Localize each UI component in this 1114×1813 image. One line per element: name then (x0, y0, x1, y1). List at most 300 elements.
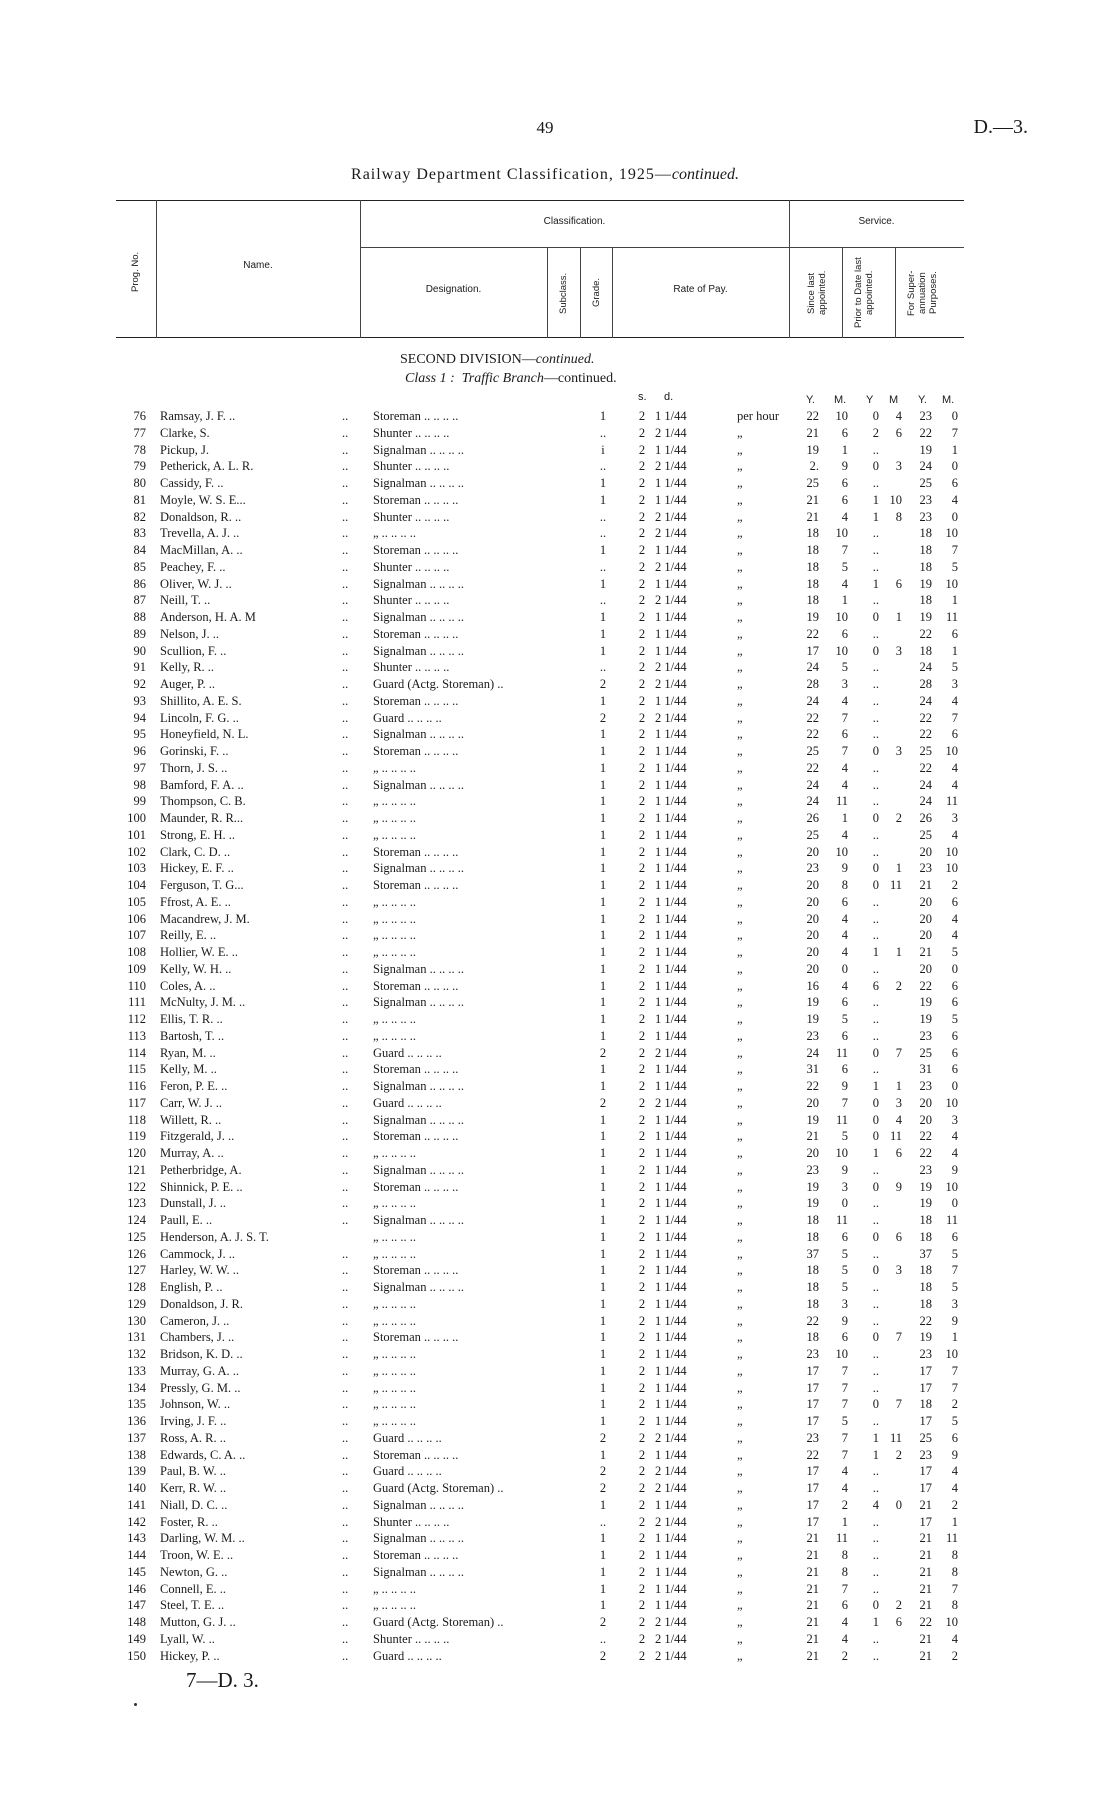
leader-dots: .. (342, 693, 349, 708)
table-row (0, 1430, 1114, 1447)
prior-years: .. (872, 1347, 879, 1361)
since-months: 9 (841, 1162, 848, 1177)
leader-dots: .. (342, 928, 349, 943)
subclass: 2 (599, 1615, 607, 1629)
rate-of-pay: 1 1/44 (655, 1313, 687, 1328)
rate-of-pay: 1 1/44 (655, 1330, 687, 1345)
rate-of-pay: 2 1/44 (655, 509, 687, 524)
prog-number: 93 (133, 693, 146, 708)
designation: Guard .. .. .. .. (373, 1095, 442, 1110)
designation: „ .. .. .. .. (373, 1196, 417, 1211)
table-row (0, 1296, 1114, 1313)
rate-of-pay: 1 1/44 (655, 1062, 687, 1077)
grade: 2 (638, 1146, 646, 1160)
prior-months: 7 (895, 1330, 902, 1345)
table-row (0, 425, 1114, 442)
prog-number: 79 (133, 459, 146, 474)
since-years: 17 (806, 1363, 819, 1378)
since-months: 6 (841, 727, 848, 742)
staff-name: Donaldson, R. .. (160, 509, 242, 524)
designation: Signalman .. .. .. .. (373, 995, 464, 1010)
subclass: 1 (599, 1497, 607, 1512)
rate-of-pay: 1 1/44 (655, 744, 687, 758)
staff-name: Foster, R. .. (160, 1514, 218, 1529)
prog-number: 122 (127, 1179, 146, 1194)
table-row (0, 1313, 1114, 1330)
prior-years: .. (872, 1028, 879, 1043)
prog-number: 128 (127, 1280, 146, 1294)
rate-of-pay: 1 1/44 (655, 610, 687, 624)
table-row (0, 693, 1114, 710)
prog-number: 127 (127, 1263, 146, 1278)
prior-years: .. (872, 1213, 879, 1227)
since-years: 22 (806, 1313, 819, 1328)
table-row (0, 1396, 1114, 1413)
leader-dots: .. (342, 459, 349, 474)
leader-dots: .. (342, 476, 349, 490)
leader-dots: .. (342, 1430, 349, 1445)
prior-years: 0 (872, 643, 879, 658)
subclass: 1 (599, 894, 607, 909)
grade: 2 (638, 995, 646, 1010)
super-months: 4 (951, 1464, 958, 1479)
staff-name: Troon, W. E. .. (160, 1548, 234, 1562)
since-months: 5 (841, 1414, 848, 1428)
prior-years: 1 (872, 576, 879, 591)
designation: „ .. .. .. .. (373, 1581, 417, 1596)
prog-number: 125 (127, 1229, 146, 1244)
since-months: 5 (841, 1129, 848, 1144)
since-months: 4 (841, 1464, 848, 1479)
designation: Storeman .. .. .. .. (373, 626, 459, 641)
prior-years: .. (872, 559, 879, 574)
rate-unit: „ (737, 1430, 743, 1445)
prior-years: 0 (872, 861, 879, 876)
designation: Storeman .. .. .. .. (373, 1062, 459, 1077)
designation: Guard .. .. .. .. (373, 1464, 442, 1479)
rate-unit: „ (737, 945, 743, 959)
staff-name: Bridson, K. D. .. (160, 1347, 243, 1361)
staff-name: Strong, E. H. .. (160, 827, 235, 842)
super-months: 4 (951, 492, 958, 507)
since-months: 4 (841, 509, 848, 524)
rate-unit: „ (737, 425, 743, 440)
staff-name: Lincoln, F. G. .. (160, 710, 239, 725)
designation: „ .. .. .. .. (373, 894, 417, 909)
table-row (0, 643, 1114, 660)
super-years: 24 (919, 777, 932, 792)
super-years: 24 (919, 794, 932, 809)
designation: Storeman .. .. .. .. (373, 409, 459, 423)
super-months: 4 (951, 1481, 958, 1495)
since-years: 18 (806, 1296, 819, 1311)
since-years: 18 (806, 593, 819, 608)
prior-months: 1 (895, 861, 902, 876)
prog-number: 150 (127, 1648, 146, 1663)
rate-of-pay: 1 1/44 (655, 961, 687, 976)
rate-of-pay: 1 1/44 (655, 1213, 687, 1227)
prog-number: 119 (127, 1129, 146, 1144)
since-years: 20 (806, 961, 819, 976)
table-row (0, 860, 1114, 877)
staff-name: Ryan, M. .. (160, 1045, 216, 1060)
designation: Signalman .. .. .. .. (373, 576, 464, 591)
table-row (0, 1363, 1114, 1380)
leader-dots: .. (342, 1129, 349, 1144)
prog-number: 90 (133, 643, 146, 658)
table-row (0, 1279, 1114, 1296)
staff-name: Carr, W. J. .. (160, 1095, 222, 1110)
prior-years: .. (872, 727, 879, 742)
super-months: 3 (951, 677, 958, 691)
grade: 2 (638, 1062, 646, 1077)
rate-unit: „ (737, 1380, 743, 1395)
super-years: 21 (919, 1648, 932, 1663)
super-months: 6 (951, 1062, 958, 1077)
since-years: 17 (806, 1481, 819, 1495)
prior-years: .. (872, 794, 879, 809)
title-continued: continued. (671, 166, 739, 183)
prior-years: 0 (872, 610, 879, 624)
class-heading (405, 371, 617, 387)
prior-years: .. (872, 626, 879, 641)
staff-name: Petherick, A. L. R. (160, 459, 254, 474)
table-row (0, 1346, 1114, 1363)
designation: „ .. .. .. .. (373, 760, 417, 775)
since-months: 7 (841, 1380, 848, 1395)
table-row (0, 1497, 1114, 1514)
table-row (0, 509, 1114, 526)
leader-dots: .. (342, 760, 349, 775)
grade: 2 (638, 1347, 646, 1361)
since-years: 2. (809, 459, 819, 474)
rate-unit: „ (737, 794, 743, 809)
prior-years: .. (872, 1514, 879, 1529)
prog-number: 86 (133, 576, 146, 591)
table-row (0, 1045, 1114, 1062)
prog-number: 87 (133, 593, 146, 608)
since-months: 4 (841, 1615, 848, 1629)
prior-months: 1 (895, 610, 902, 624)
prog-number: 141 (127, 1497, 146, 1512)
subclass: 1 (599, 827, 607, 842)
prior-years: 1 (872, 1447, 879, 1462)
grade: 2 (638, 760, 646, 775)
subclass: 1 (599, 760, 607, 775)
subclass: 1 (599, 928, 607, 943)
super-months: 7 (951, 1581, 958, 1596)
since-years: 24 (806, 660, 819, 675)
header-divider (360, 247, 964, 248)
prior-months: 4 (895, 1112, 902, 1127)
staff-name: Ellis, T. R. .. (160, 1012, 223, 1026)
rate-of-pay: 1 1/44 (655, 409, 687, 423)
designation: „ .. .. .. .. (373, 928, 417, 943)
rate-unit: „ (737, 1481, 743, 1495)
super-years: 21 (919, 1497, 932, 1512)
rate-of-pay: 1 1/44 (655, 643, 687, 658)
prog-number: 133 (127, 1363, 146, 1378)
rate-unit: „ (737, 777, 743, 792)
subclass: 1 (599, 626, 607, 641)
super-years: 18 (919, 1280, 932, 1294)
since-years: 23 (806, 1162, 819, 1177)
grade: 2 (638, 1631, 646, 1646)
rate-of-pay: 1 1/44 (655, 1246, 687, 1261)
super-months: 4 (951, 760, 958, 775)
subclass: 1 (599, 476, 607, 490)
staff-name: Henderson, A. J. S. T. (160, 1229, 269, 1244)
subclass: 1 (599, 1179, 607, 1194)
designation: Signalman .. .. .. .. (373, 442, 464, 457)
super-months: 10 (945, 1179, 958, 1194)
grade: 2 (638, 459, 646, 474)
rate-unit: „ (737, 1296, 743, 1311)
since-months: 11 (835, 794, 848, 809)
rate-of-pay: 1 1/44 (655, 1347, 687, 1361)
prior-months: 1 (895, 945, 902, 959)
header-grade: Grade. (591, 277, 602, 307)
prior-years: .. (872, 1481, 879, 1495)
designation: „ .. .. .. .. (373, 1229, 417, 1244)
rate-of-pay: 2 1/44 (655, 1631, 687, 1646)
rate-of-pay: 1 1/44 (655, 1581, 687, 1596)
subclass: .. (599, 559, 607, 574)
designation: Guard (Actg. Storeman) .. (373, 1481, 504, 1495)
rate-unit: „ (737, 928, 743, 943)
grade: 2 (638, 710, 646, 725)
rate-of-pay: 1 1/44 (655, 777, 687, 792)
prior-months: 3 (895, 643, 902, 658)
grade: 2 (638, 1447, 646, 1462)
prog-number: 88 (133, 610, 146, 624)
designation: Signalman .. .. .. .. (373, 1112, 464, 1127)
staff-name: Feron, P. E. .. (160, 1079, 228, 1093)
super-months: 4 (951, 928, 958, 943)
prior-years: .. (872, 710, 879, 725)
table-row (0, 1614, 1114, 1631)
super-months: 10 (945, 844, 958, 859)
since-years: 26 (806, 811, 819, 825)
unit-pence: d. (664, 391, 674, 403)
table-row (0, 1597, 1114, 1614)
leader-dots: .. (342, 1162, 349, 1177)
prior-months: 0 (895, 1497, 902, 1512)
grade: 2 (638, 1548, 646, 1562)
leader-dots: .. (342, 1012, 349, 1026)
since-months: 4 (841, 760, 848, 775)
super-years: 22 (919, 1313, 932, 1328)
since-months: 9 (841, 1079, 848, 1093)
rate-of-pay: 1 1/44 (655, 1079, 687, 1093)
leader-dots: .. (342, 1179, 349, 1194)
prior-years: .. (872, 827, 879, 842)
rate-of-pay: 1 1/44 (655, 1263, 687, 1278)
prior-years: 1 (872, 492, 879, 507)
staff-name: Hollier, W. E. .. (160, 945, 238, 959)
super-years: 24 (919, 693, 932, 708)
prior-months: 2 (895, 1598, 902, 1613)
prog-number: 120 (127, 1146, 146, 1160)
subclass: 2 (599, 1464, 607, 1479)
leader-dots: .. (342, 1531, 349, 1546)
rate-of-pay: 1 1/44 (655, 1012, 687, 1026)
rate-of-pay: 1 1/44 (655, 844, 687, 859)
super-months: 9 (951, 1162, 958, 1177)
grade: 2 (638, 744, 646, 758)
prog-number: 103 (127, 861, 146, 876)
designation: „ .. .. .. .. (373, 526, 417, 541)
staff-name: Hickey, E. F. .. (160, 861, 234, 876)
rate-of-pay: 1 1/44 (655, 894, 687, 909)
staff-name: Ffrost, A. E. .. (160, 894, 231, 909)
super-months: 7 (951, 543, 958, 557)
super-years: 20 (919, 1095, 932, 1110)
title-main: Railway Department Classification, 1925— (351, 166, 672, 183)
super-months: 4 (951, 777, 958, 792)
since-months: 10 (835, 844, 848, 859)
prog-number: 102 (127, 844, 146, 859)
document-reference: D.—3. (973, 116, 1028, 138)
prog-number: 129 (127, 1296, 146, 1311)
super-months: 10 (945, 861, 958, 876)
prior-months: 2 (895, 978, 902, 993)
staff-name: Neill, T. .. (160, 593, 211, 608)
since-years: 21 (806, 425, 819, 440)
super-years: 19 (919, 995, 932, 1010)
subclass: 1 (599, 1531, 607, 1546)
since-years: 24 (806, 1045, 819, 1060)
prior-years: .. (872, 995, 879, 1010)
staff-name: Ferguson, T. G... (160, 878, 244, 892)
super-months: 4 (951, 827, 958, 842)
prog-number: 114 (127, 1045, 146, 1060)
leader-dots: .. (342, 1380, 349, 1395)
subclass: 1 (599, 1347, 607, 1361)
leader-dots: .. (342, 1397, 349, 1412)
prior-months: 11 (889, 878, 902, 892)
prior-years: 0 (872, 878, 879, 892)
since-years: 21 (806, 509, 819, 524)
since-years: 19 (806, 1196, 819, 1211)
staff-name: Willett, R. .. (160, 1112, 222, 1127)
ink-mark (134, 1703, 137, 1706)
since-months: 7 (841, 1581, 848, 1596)
table-row (0, 844, 1114, 861)
rate-of-pay: 2 1/44 (655, 559, 687, 574)
prog-number: 147 (127, 1598, 146, 1613)
rate-of-pay: 1 1/44 (655, 1229, 687, 1244)
prior-years: .. (872, 1564, 879, 1579)
prior-months: 8 (895, 509, 902, 524)
subclass: 1 (599, 794, 607, 809)
grade: 2 (638, 492, 646, 507)
rate-unit: „ (737, 559, 743, 574)
super-months: 8 (951, 1598, 958, 1613)
prior-months: 7 (895, 1045, 902, 1060)
table-row (0, 1329, 1114, 1346)
rate-of-pay: 1 1/44 (655, 1380, 687, 1395)
staff-name: Ross, A. R. .. (160, 1430, 226, 1445)
grade: 2 (638, 643, 646, 658)
since-months: 3 (841, 677, 848, 691)
super-years: 22 (919, 727, 932, 742)
grade: 2 (638, 543, 646, 557)
grade: 2 (638, 693, 646, 708)
since-years: 20 (806, 945, 819, 959)
prog-number: 104 (127, 878, 146, 892)
prior-years: .. (872, 543, 879, 557)
leader-dots: .. (342, 1146, 349, 1160)
rate-of-pay: 1 1/44 (655, 442, 687, 457)
grade: 2 (638, 1564, 646, 1579)
prog-number: 134 (127, 1380, 146, 1395)
grade: 2 (638, 1196, 646, 1211)
subclass: 1 (599, 995, 607, 1010)
leader-dots: .. (342, 794, 349, 809)
staff-table-body (0, 408, 1114, 1664)
leader-dots: .. (342, 861, 349, 876)
rate-unit: „ (737, 1564, 743, 1579)
super-years: 22 (919, 425, 932, 440)
subclass: 1 (599, 1146, 607, 1160)
super-months: 1 (951, 593, 958, 608)
rate-unit: „ (737, 1615, 743, 1629)
subclass: 1 (599, 610, 607, 624)
designation: Shunter .. .. .. .. (373, 1514, 450, 1529)
grade: 2 (638, 945, 646, 959)
designation: Signalman .. .. .. .. (373, 1531, 464, 1546)
prog-number: 80 (133, 476, 146, 490)
super-years: 22 (919, 760, 932, 775)
prog-number: 115 (127, 1062, 146, 1077)
prior-years: .. (872, 660, 879, 675)
staff-name: Johnson, W. .. (160, 1397, 231, 1412)
prog-number: 92 (133, 677, 146, 691)
super-years: 25 (919, 1045, 932, 1060)
grade: 2 (638, 1497, 646, 1512)
super-years: 22 (919, 978, 932, 993)
rate-unit: „ (737, 1464, 743, 1479)
staff-name: McNulty, J. M. .. (160, 995, 246, 1010)
grade: 2 (638, 811, 646, 825)
super-months: 4 (951, 693, 958, 708)
designation: Shunter .. .. .. .. (373, 425, 450, 440)
super-months: 6 (951, 626, 958, 641)
prog-number: 111 (128, 995, 146, 1010)
table-row (0, 710, 1114, 727)
super-years: 23 (919, 1028, 932, 1043)
rate-of-pay: 1 1/44 (655, 1363, 687, 1378)
since-months: 11 (835, 1112, 848, 1127)
prior-years: 0 (872, 811, 879, 825)
since-years: 18 (806, 1280, 819, 1294)
staff-name: Trevella, A. J. .. (160, 526, 240, 541)
super-years: 17 (919, 1363, 932, 1378)
grade: 2 (638, 1213, 646, 1227)
grade: 2 (638, 476, 646, 490)
leader-dots: .. (342, 1581, 349, 1596)
leader-dots: .. (342, 677, 349, 691)
leader-dots: .. (342, 727, 349, 742)
since-months: 6 (841, 492, 848, 507)
leader-dots: .. (342, 1631, 349, 1646)
super-years: 31 (919, 1062, 932, 1077)
designation: Storeman .. .. .. .. (373, 1447, 459, 1462)
staff-name: Kerr, R. W. .. (160, 1481, 227, 1495)
rate-of-pay: 2 1/44 (655, 1615, 687, 1629)
leader-dots: .. (342, 543, 349, 557)
